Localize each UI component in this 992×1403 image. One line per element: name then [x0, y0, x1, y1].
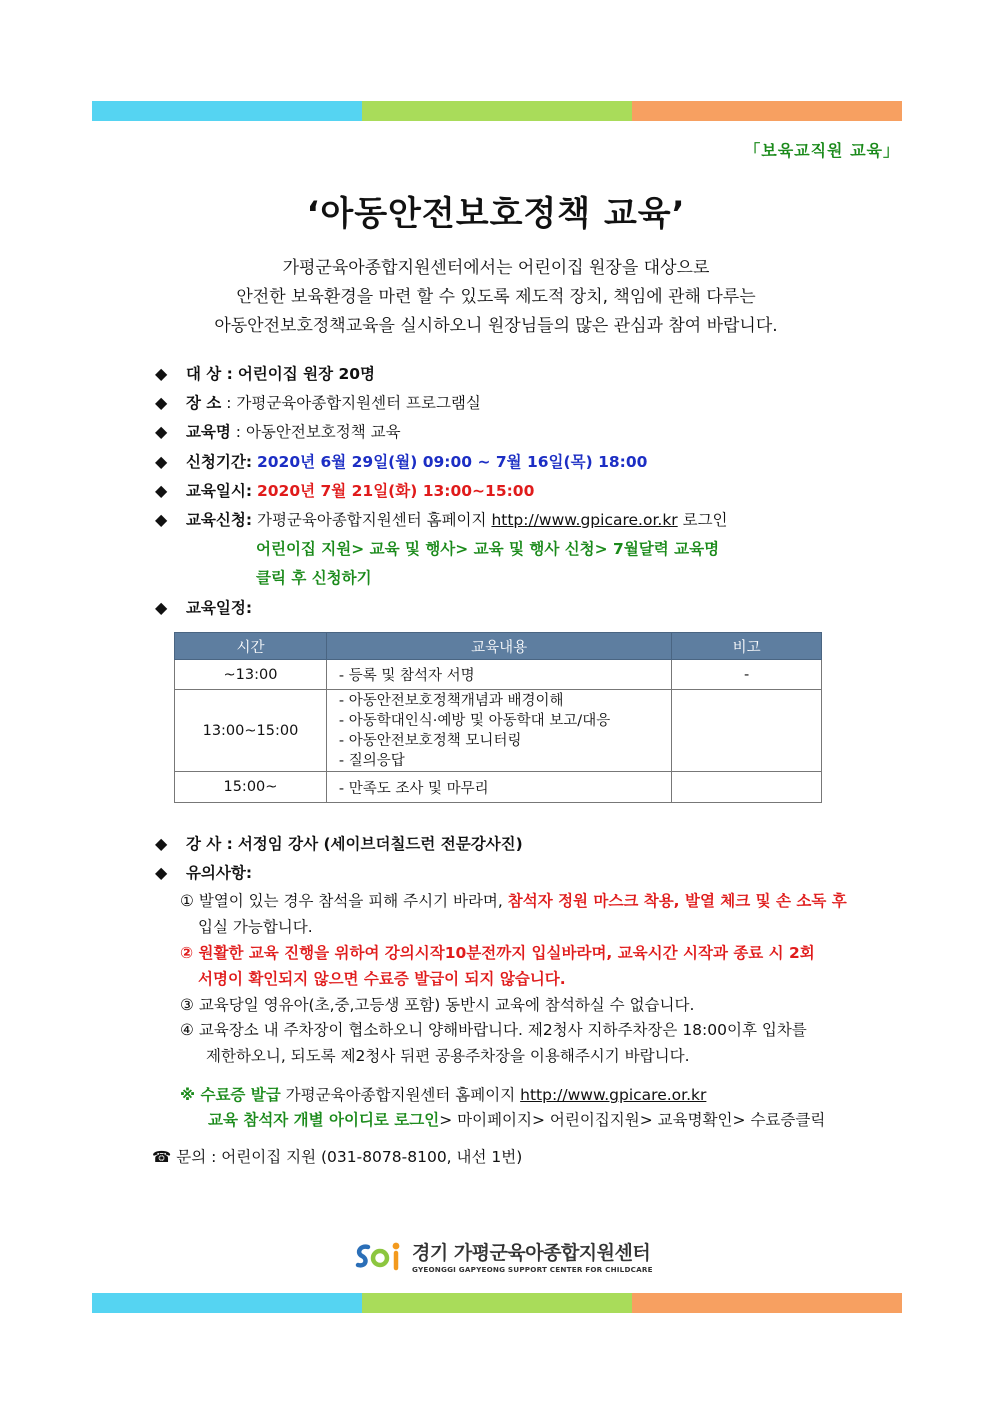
top-bar-orange-segment [632, 101, 902, 121]
contents-item: - 아동안전보호정책 모니터링 [338, 732, 522, 749]
note-cell [672, 690, 822, 772]
center-name: 경기 가평군육아종합지원센터 [412, 1242, 651, 1264]
info-course [155, 417, 401, 447]
info-value: 서정임 강사 (세이브더칠드런 전문강사진) [237, 835, 523, 853]
info-apply [155, 505, 728, 535]
intro-line: 안전한 보육환경을 마련 할 수 있도록 제도적 장치, 책임에 관해 다루는 [236, 287, 756, 307]
table-header-row [175, 633, 822, 660]
info-value: 2020년 7월 21일(화) 13:00~15:00 [256, 482, 535, 500]
diamond-bullet-icon: ◆ [155, 422, 168, 441]
center-logo-mark-icon [354, 1239, 406, 1273]
contents-item: - 질의응답 [338, 752, 405, 769]
info-label: 대 상 : [185, 365, 233, 383]
info-label: 강 사 : [185, 835, 233, 853]
phone-icon: ☎ [152, 1148, 172, 1166]
info-value: 어린이집 원장 20명 [237, 365, 375, 383]
bottom-color-bar [92, 1293, 902, 1313]
info-schedule [155, 593, 252, 623]
certificate-text: 가평군육아종합지원센터 홈페이지 [285, 1086, 516, 1104]
column-header: 시간 [175, 633, 327, 660]
diamond-bullet-icon: ◆ [155, 510, 168, 529]
schedule-table [174, 632, 822, 803]
table-row [175, 772, 822, 803]
note-cell: - [672, 660, 822, 690]
contents-cell [326, 690, 671, 772]
column-header: 교육내용 [326, 633, 671, 660]
top-bar-green-segment [362, 101, 632, 121]
info-value: : 아동안전보호정책 교육 [235, 423, 401, 441]
time-cell: 15:00~ [175, 772, 327, 803]
note-cell [672, 772, 822, 803]
column-header: 비고 [672, 633, 822, 660]
contents-item: - 아동안전보호정책개념과 배경이해 [338, 692, 564, 709]
info-value: : 가평군육아종합지원센터 프로그램실 [226, 394, 481, 412]
center-english-name: GYEONGGI GAPYEONG SUPPORT CENTER FOR CHILDCARE [412, 1265, 653, 1274]
note-2: ② 원활한 교육 진행을 위하여 강의시작10분전까지 입실바라며, 교육시간 시작과 종료 시 2회 [180, 944, 815, 962]
diamond-bullet-icon: ◆ [155, 452, 168, 471]
diamond-bullet-icon: ◆ [155, 598, 168, 617]
contact-text: 문의 : 어린이집 지원 (031-8078-8100, 내선 1번) [176, 1148, 523, 1166]
info-value: 가평군육아종합지원센터 홈페이지 [256, 511, 487, 529]
note-3: ③ 교육당일 영유아(초,중,고등생 포함) 동반시 교육에 참석하실 수 없습니다. [180, 996, 695, 1014]
diamond-bullet-icon: ◆ [155, 834, 168, 853]
diamond-bullet-icon: ◆ [155, 364, 168, 383]
info-label: 유의사항: [185, 864, 253, 882]
note-2-continued: 서명이 확인되지 않으면 수료증 발급이 되지 않습니다. [198, 970, 566, 988]
contents-item: - 아동학대인식·예방 및 아동학대 보고/대응 [338, 712, 611, 729]
diamond-bullet-icon: ◆ [155, 481, 168, 500]
top-color-bar [92, 101, 902, 121]
note-4-continued: 제한하오니, 되도록 제2청사 뒤편 공용주차장을 이용해주시기 바랍니다. [206, 1047, 690, 1065]
bottom-bar-orange-segment [632, 1293, 902, 1313]
info-edu-date [155, 476, 534, 506]
info-apply-period [155, 447, 647, 477]
bottom-bar-green-segment [362, 1293, 632, 1313]
page-title: ‘아동안전보호정책 교육’ [306, 194, 686, 234]
info-label: 교육명 [185, 423, 231, 441]
center-logo-text [412, 1238, 653, 1274]
note-1 [180, 888, 847, 915]
note-4: ④ 교육장소 내 주차장이 협소하오니 양해바랍니다. 제2청사 지하주차장은 18:00이후 입차를 [180, 1021, 807, 1039]
intro-line: 가평군육아종합지원센터에서는 어린이집 원장을 대상으로 [282, 258, 710, 278]
note-emphasis: 참석자 정원 마스크 착용, 발열 체크 및 손 소독 후 [507, 892, 847, 910]
table-row [175, 690, 822, 772]
certificate-path: > 마이페이지> 어린이집지원> 교육명확인> 수료증클릭 [439, 1111, 826, 1129]
info-label: 신청기간: [185, 453, 253, 471]
contents-cell: - 등록 및 참석자 서명 [326, 660, 671, 690]
info-place [155, 388, 481, 418]
table-row [175, 660, 822, 690]
time-cell: ~13:00 [175, 660, 327, 690]
certificate-line-2 [208, 1106, 825, 1135]
certificate-mark: ※ 수료증 발급 [180, 1086, 281, 1104]
homepage-link[interactable]: http://www.gpicare.or.kr [491, 511, 678, 529]
info-label: 장 소 [185, 394, 222, 412]
apply-path-line: 어린이집 지원> 교육 및 행사> 교육 및 행사 신청> 7월달력 교육명 [256, 540, 720, 558]
note-text: ① 발열이 있는 경우 참석을 피해 주시기 바라며, [180, 892, 503, 910]
diamond-bullet-icon: ◆ [155, 863, 168, 882]
certificate-login-note: 교육 참석자 개별 아이디로 로그인 [208, 1111, 440, 1129]
info-label: 교육신청: [185, 511, 253, 529]
info-notes [155, 858, 252, 888]
info-label: 교육일시: [185, 482, 253, 500]
info-target [155, 359, 375, 389]
info-value: 로그인 [682, 511, 728, 529]
info-value: 2020년 6월 29일(월) 09:00 ~ 7월 16일(목) 18:00 [256, 453, 648, 471]
top-bar-blue-segment [92, 101, 362, 121]
contents-cell: - 만족도 조사 및 마무리 [326, 772, 671, 803]
time-cell: 13:00~15:00 [175, 690, 327, 772]
note-1-continued: 입실 가능합니다. [198, 918, 313, 936]
info-label: 교육일정: [185, 599, 253, 617]
bottom-bar-blue-segment [92, 1293, 362, 1313]
diamond-bullet-icon: ◆ [155, 393, 168, 412]
info-instructor [155, 829, 523, 859]
intro-paragraph [0, 254, 992, 341]
contact-line [152, 1143, 522, 1172]
intro-line: 아동안전보호정책교육을 실시하오니 원장님들의 많은 관심과 참여 바랍니다. [214, 316, 778, 336]
apply-path-line: 클릭 후 신청하기 [256, 569, 372, 587]
certificate-homepage-link[interactable]: http://www.gpicare.or.kr [520, 1086, 707, 1104]
category-label: 「보육교직원 교육」 [744, 141, 900, 160]
center-logo [354, 1238, 653, 1274]
